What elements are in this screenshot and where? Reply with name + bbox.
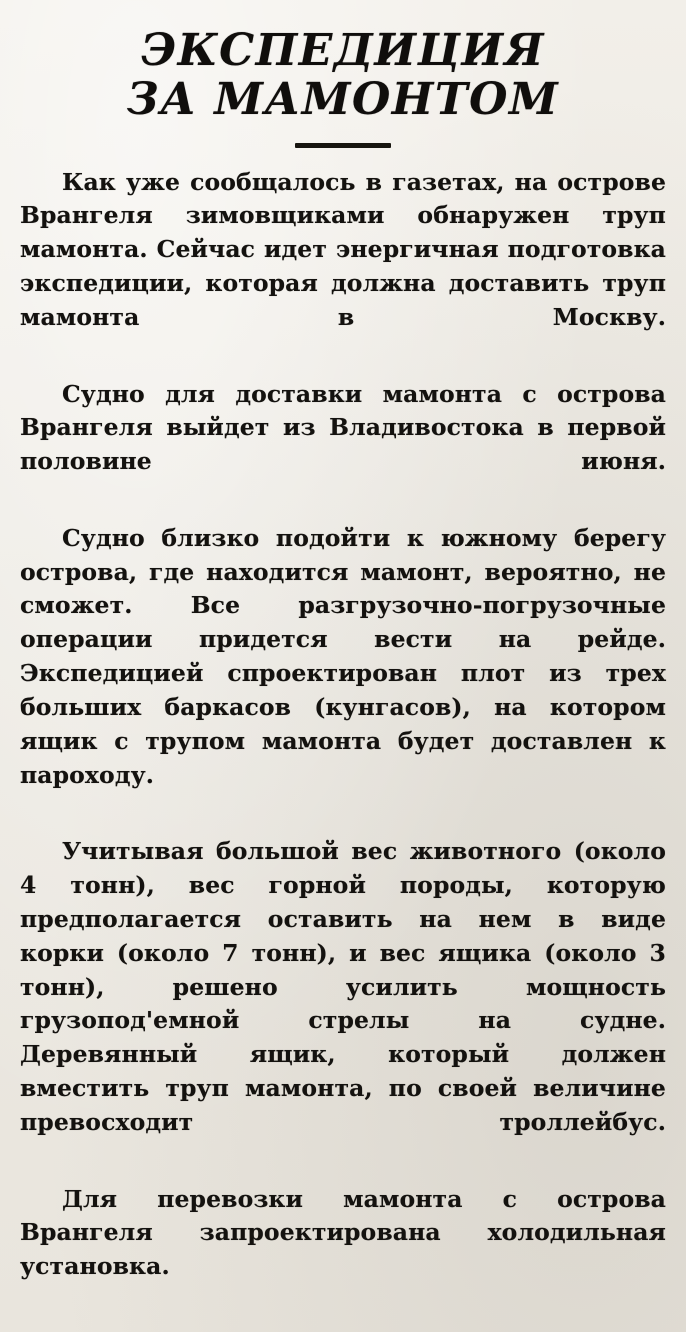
page-title-line-2: ЗА МАМОНТОМ (126, 74, 560, 126)
article-paragraph: Учитывая большой вес животного (около 4 тонн), вес горной породы, которую предполагается оставить на нем в виде корки (около 7 тонн), и вес ящика (около 3 тонн), решено усилить мощность грузопод'емной стрелы на судне. Деревянный ящик, который должен вместить труп мамонта, по своей величине превосходит троллейбус. (20, 837, 666, 1136)
article-body (20, 166, 666, 1318)
article-paragraph: Судно близко подойти к южному берегу острова, где находится мамонт, вероятно, не сможет. Все разгрузочно-погрузочные операции придется вести на рейде. Экспедицией спроектирован плот из трех больших баркасов (кунгасов), на котором ящик с трупом мамонта будет доставлен к пароходу. (20, 523, 666, 789)
page-title (20, 26, 666, 125)
article-paragraph: Судно для доставки мамонта с острова Врангеля выйдет из Владивостока в первой половине июня. (20, 379, 666, 476)
article-paragraph: Как уже сообщалось в газетах, на острове Врангеля зимовщиками обнаружен труп мамонта. Сейчас идет энергичная подготовка экспедиции, которая должна доставить труп мамонта в Москву. (20, 167, 666, 331)
page-title-line-1: ЭКСПЕДИЦИЯ (141, 25, 545, 76)
article-paragraph: Для перевозки мамонта с острова Врангеля запроектирована холодильная установка. (20, 1184, 666, 1281)
title-divider (20, 143, 666, 148)
divider-rule (295, 143, 391, 148)
